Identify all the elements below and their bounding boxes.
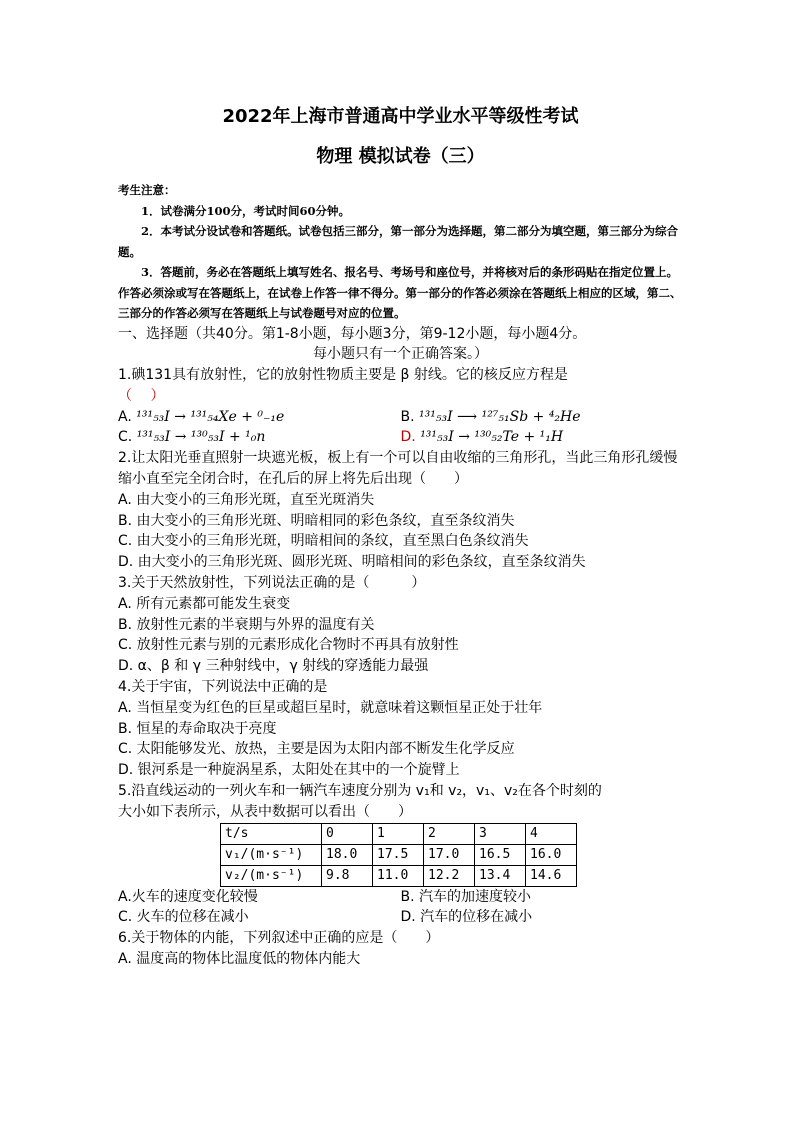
table-cell: 18.0 (322, 844, 373, 865)
equation-b: ¹³¹₅₃I ⟶ ¹²⁷₅₁Sb + ⁴₂He (419, 408, 581, 425)
section-line: 每小题只有一个正确答案。） (313, 346, 488, 363)
option-a: A. 温度高的物体比温度低的物体内能大 (118, 951, 361, 968)
table-cell: 17.5 (373, 844, 424, 865)
notice-item: 2．本考试分设试卷和答题纸。试卷包括三部分，第一部分为选择题，第二部分为填空题，第三部分为综合题。 (118, 224, 678, 259)
option-a: A.火车的速度变化较慢 (118, 888, 258, 905)
option-c: C. 太阳能够发光、放热，主要是因为太阳内部不断发生化学反应 (118, 741, 515, 758)
option-d: D. α、β 和 γ 三种射线中，γ 射线的穿透能力最强 (118, 658, 429, 675)
question-stem: 4.关于宇宙，下列说法中正确的是 (118, 679, 328, 696)
table-cell: 4 (526, 823, 577, 844)
question-3 (118, 573, 683, 677)
table-cell: 17.0 (424, 844, 475, 865)
exam-page (118, 100, 683, 970)
exam-title: 2022年上海市普通高中学业水平等级性考试 (222, 106, 579, 127)
table-cell: 3 (475, 823, 526, 844)
equation-d: ¹³¹₅₃I → ¹³⁰₅₂Te + ¹₁H (420, 429, 564, 446)
option-b: B. 汽车的加速度较小 (400, 888, 532, 905)
question-6 (118, 928, 683, 970)
option-c: C. 火车的位移在减小 (118, 909, 249, 926)
notice-item: 1．试卷满分100分，考试时间60分钟。 (141, 203, 351, 218)
option-c: C. 由大变小的三角形光斑，明暗相间的条纹，直至黑白色条纹消失 (118, 533, 529, 550)
option-d: D. 银河系是一种旋涡星系，太阳处在其中的一个旋臂上 (118, 762, 460, 779)
notice-block (118, 180, 683, 324)
question-stem: 5.沿直线运动的一列火车和一辆汽车速度分别为 v₁和 v₂，v₁、v₂在各个时刻的 (118, 783, 602, 800)
table-cell: 16.0 (526, 844, 577, 865)
table-header-cell: v₁/(m·s⁻¹) (221, 844, 322, 865)
option-a: A. 所有元素都可能发生衰变 (118, 595, 291, 612)
option-b: B. 恒星的寿命取决于亮度 (118, 720, 277, 737)
velocity-table (220, 823, 577, 887)
question-1 (118, 365, 683, 448)
question-5 (118, 781, 683, 928)
table-cell: 11.0 (373, 865, 424, 886)
option-c: C. 放射性元素与别的元素形成化合物时不再具有放射性 (118, 637, 459, 654)
table-row (221, 865, 577, 886)
table-cell: 0 (322, 823, 373, 844)
option-b: B. ¹³¹₅₃I ⟶ ¹²⁷₅₁Sb + ⁴₂He (400, 408, 581, 425)
option-c: C. ¹³¹₅₃I → ¹³⁰₅₃I + ¹₀n (118, 429, 266, 446)
option-a: A. ¹³¹₅₃I → ¹³¹₅₄Xe + ⁰₋₁e (118, 408, 285, 425)
question-stem: 1.碘131具有放射性，它的放射性物质主要是 β 射线。它的核反应方程是 (118, 367, 568, 384)
table-cell: 14.6 (526, 865, 577, 886)
option-d: D. 汽车的位移在减小 (400, 909, 533, 926)
table-row (221, 844, 577, 865)
question-2 (118, 448, 683, 573)
section-line: 一、选择题（共40分。第1-8小题，每小题3分，第9-12小题，每小题4分。 (118, 325, 587, 342)
option-b: B. 由大变小的三角形光斑、明暗相同的彩色条纹，直至条纹消失 (118, 512, 515, 529)
notice-item: 3．答题前，务必在答题纸上填写姓名、报名号、考场号和座位号，并将核对后的条形码贴在指定位置上。作答必须涂或写在答题纸上，在试卷上作答一律不得分。第一部分的作答必须涂在答题纸上相应的区域，第二、三部分的作答必须写在答题纸上与试卷题号对应的位置。 (118, 265, 682, 320)
notice-heading: 考生注意： (118, 183, 176, 197)
option-d: D. 由大变小的三角形光斑、圆形光斑、明暗相间的彩色条纹，直至条纹消失 (118, 554, 586, 571)
option-d: D. ¹³¹₅₃I → ¹³⁰₅₂Te + ¹₁H (400, 429, 564, 446)
table-cell: 2 (424, 823, 475, 844)
equation-c: ¹³¹₅₃I → ¹³⁰₅₃I + ¹₀n (136, 429, 266, 446)
table-row (221, 823, 577, 844)
question-4 (118, 677, 683, 781)
answer-paren: （ ） (118, 387, 165, 404)
table-cell: 13.4 (475, 865, 526, 886)
equation-a: ¹³¹₅₃I → ¹³¹₅₄Xe + ⁰₋₁e (136, 408, 285, 425)
question-stem: 3.关于天然放射性，下列说法正确的是（ ） (118, 575, 426, 592)
question-stem: 2.让太阳光垂直照射一块遮光板，板上有一个可以自由收缩的三角形孔，当此三角形孔缓慢缩小直至完全闭合时，在孔后的屏上将先后出现（ ） (118, 450, 678, 488)
table-header-cell: v₂/(m·s⁻¹) (221, 865, 322, 886)
table-cell: 16.5 (475, 844, 526, 865)
table-cell: 12.2 (424, 865, 475, 886)
table-cell: 9.8 (322, 865, 373, 886)
question-stem: 大小如下表所示，从表中数据可以看出（ ） (118, 803, 412, 820)
option-b: B. 放射性元素的半衰期与外界的温度有关 (118, 616, 375, 633)
question-stem: 6.关于物体的内能，下列叙述中正确的应是（ ） (118, 930, 440, 947)
section-heading (118, 324, 683, 366)
option-a: A. 由大变小的三角形光斑，直至光斑消失 (118, 491, 375, 508)
table-cell: 1 (373, 823, 424, 844)
option-a: A. 当恒星变为红色的巨星或超巨星时，就意味着这颗恒星正处于壮年 (118, 699, 543, 716)
exam-subtitle: 物理 模拟试卷（三） (316, 146, 485, 167)
table-header-cell: t/s (221, 823, 322, 844)
